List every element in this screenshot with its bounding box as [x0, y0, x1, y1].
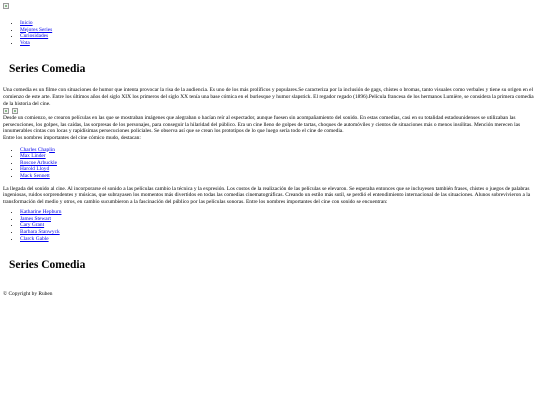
nav-item-vota	[20, 40, 537, 47]
sound-paragraph: La llegada del sonido al cine. Al incorporarse el sonido a las películas cambio la técnica y la expresión. Los costos de la realización de las películas se elevaron. Se esperaba entonces que se incluyesen también frases, chistes o juegos de palabras ingeniosas, ruidos sorprendentes y músicas, que subrayasen los momentos más divertidos en todas las comedias cinematográficas. Creando un estilo más sutil, se perdió el entendimiento internacional de las situaciones. Alunos sobrevivieron a la transformación del medio y otros, en cambio sucumbieron a la fascinación del público por las películas sonoras. Entre los nombres importantes del cine con sonido se encuentran:	[3, 185, 531, 205]
actor-link[interactable]: James Stewart	[20, 215, 51, 222]
actor-link[interactable]: Clarck Gable	[20, 235, 49, 242]
nav-link-inicio[interactable]: Inicio	[20, 20, 33, 26]
footer-title: Series Comedia	[9, 259, 86, 272]
silent-names-list	[3, 147, 537, 180]
image-row	[3, 108, 537, 115]
main-nav	[3, 20, 537, 46]
nav-link-curiosidades[interactable]: Curiosidades	[20, 33, 49, 40]
actor-link[interactable]: Max Linder	[20, 153, 46, 160]
copyright-text: © Copyright by Ruben	[3, 291, 53, 298]
list-item	[20, 236, 537, 243]
list-item	[20, 173, 537, 180]
nav-item-inicio	[20, 20, 537, 27]
list-item	[20, 147, 537, 154]
broken-image-icon	[12, 108, 18, 114]
nav-link-mejores-series[interactable]: Mejores Series	[20, 26, 53, 33]
actor-link[interactable]: Charles Chaplin	[20, 146, 55, 153]
broken-image-icon	[3, 3, 9, 9]
list-item	[20, 209, 537, 216]
sound-names-list	[3, 209, 537, 242]
history-paragraph: Desde un comienzo, se crearon películas en las que se mostraban imágenes que alegraban o hacían reír al espectador, aunque fuesen sin acompañamiento del sonido. En estas comedias, casi en su totalidad estadounidenses se utilizaban las persecuciones, los golpes, las caídas, las sorpresas de los personajes, para conseguir la hilaridad del público. Era un cine lleno de golpes de tartas, choques de automóviles y cientos de situaciones más o menos insólitas. Mención merecen las innumerables cintas con locas y rapidísimas persecuciones policiales. Se observa así que se crean los prototipos de lo que luego sería todo el cine de comedia.	[3, 115, 521, 135]
actor-link[interactable]: Cary Grant	[20, 222, 45, 229]
actor-link[interactable]: Barbara Stanwyck	[20, 229, 60, 236]
page-title: Series Comedia	[9, 63, 86, 76]
list-item	[20, 216, 537, 223]
silent-intro-text: Entre los nombres importantes del cine cómico mudo, destacan:	[3, 134, 141, 141]
list-item	[20, 153, 537, 160]
list-item	[20, 166, 537, 173]
actor-link[interactable]: Harold Lloyd	[20, 166, 50, 173]
intro-paragraph: Una comedia es un filme con situaciones de humor que intenta provocar la risa de la audiencia. Es uno de los más prolíficos y populares.Se caracteriza por la inclusión de gags, chistes o bromas, tanto visuales como verbales y tiene su origen en el comienzo de este arte. Entre los últimos años del siglo XIX los primeros del siglo XX tenía una base cómica en el burlesque y humor slapstick. El regador regado (1896).Película francesa de los hermanos Lumière, se considera la primera comedia de la historia del cine.	[3, 87, 534, 107]
list-item	[20, 160, 537, 167]
actor-link[interactable]: Mack Sennett	[20, 172, 50, 179]
broken-image-icon	[3, 108, 9, 114]
list-item	[20, 222, 537, 229]
nav-item-mejores-series	[20, 27, 537, 34]
nav-link-vota[interactable]: Vota	[20, 39, 30, 46]
list-item	[20, 229, 537, 236]
actor-link[interactable]: Roscoe Arbuckle	[20, 159, 57, 166]
nav-item-curiosidades	[20, 33, 537, 40]
actor-link[interactable]: Katharine Hepburn	[20, 209, 62, 216]
logo-image	[3, 3, 11, 11]
